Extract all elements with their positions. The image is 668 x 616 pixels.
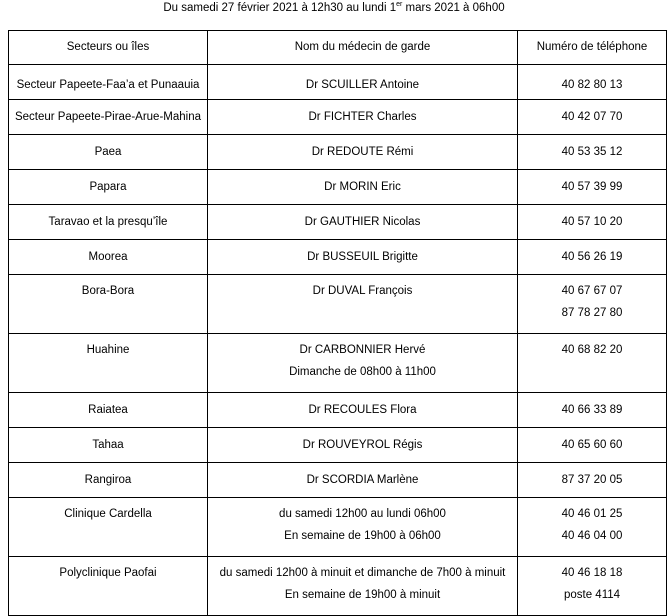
- table-row: [9, 205, 667, 240]
- doctor-schedule: Dimanche de 08h00 à 11h00: [289, 366, 436, 378]
- phone-number: 87 78 27 80: [561, 307, 623, 319]
- sector-cell: [9, 498, 208, 557]
- doctor-cell: [208, 205, 518, 240]
- doctor-cell: [208, 100, 518, 135]
- column-header-sector: Secteurs ou îles: [9, 31, 208, 65]
- sector-cell: [9, 135, 208, 170]
- phone-cell: [518, 100, 667, 135]
- phone-cell: [518, 65, 667, 100]
- sector-cell: [9, 240, 208, 275]
- phone-cell: [518, 393, 667, 428]
- sector-name: Secteur Papeete-Faa’a et Punaauia: [16, 79, 200, 91]
- phone-cell: [518, 275, 667, 334]
- doctor-name: Dr FICHTER Charles: [308, 111, 417, 123]
- phone-number: 40 46 18 18: [561, 567, 623, 579]
- sector-name: Paea: [94, 146, 122, 158]
- phone-number: 40 56 26 19: [561, 251, 623, 263]
- header-text-end: mars 2021 à 06h00: [402, 2, 505, 14]
- on-call-doctors-table: [8, 30, 667, 616]
- doctor-schedule: du samedi 12h00 au lundi 06h00: [279, 508, 446, 520]
- phone-cell: [518, 205, 667, 240]
- sector-name: Huahine: [86, 344, 130, 356]
- doctor-name: Dr DUVAL François: [312, 285, 413, 297]
- sector-cell: [9, 170, 208, 205]
- sector-name: Moorea: [88, 251, 128, 263]
- doctor-cell: [208, 65, 518, 100]
- doctor-name: Dr CARBONNIER Hervé: [299, 344, 426, 356]
- table-header-row: [9, 31, 667, 65]
- table-row: [9, 428, 667, 463]
- doctor-schedule: En semaine de 19h00 à 06h00: [284, 530, 441, 542]
- doctor-name: Dr GAUTHIER Nicolas: [304, 216, 421, 228]
- sector-cell: [9, 100, 208, 135]
- column-header-doctor: Nom du médecin de garde: [208, 31, 518, 65]
- sector-name: Secteur Papeete-Pirae-Arue-Mahina: [14, 111, 202, 123]
- sector-cell: [9, 275, 208, 334]
- table-row: [9, 240, 667, 275]
- sector-cell: [9, 205, 208, 240]
- doctor-cell: [208, 463, 518, 498]
- phone-number: 40 57 10 20: [561, 216, 623, 228]
- table-row: [9, 135, 667, 170]
- doctor-cell: [208, 275, 518, 334]
- header-superscript: er: [396, 1, 403, 9]
- phone-number: 40 82 80 13: [561, 79, 623, 91]
- phone-number: 40 57 39 99: [561, 181, 623, 193]
- phone-number: 40 65 60 60: [561, 439, 623, 451]
- doctor-cell: [208, 557, 518, 616]
- doctor-cell: [208, 135, 518, 170]
- phone-number: 40 67 67 07: [561, 285, 623, 297]
- phone-number: 40 68 82 20: [561, 344, 623, 356]
- table-row: [9, 170, 667, 205]
- table-row: [9, 334, 667, 393]
- phone-extension: poste 4114: [563, 589, 621, 601]
- phone-number: 40 53 35 12: [561, 146, 623, 158]
- phone-cell: [518, 463, 667, 498]
- sector-name: Polyclinique Paofai: [59, 567, 157, 579]
- column-header-phone: Numéro de téléphone: [518, 31, 667, 65]
- doctor-cell: [208, 498, 518, 557]
- sector-cell: [9, 65, 208, 100]
- phone-number: 40 42 07 70: [561, 111, 623, 123]
- sector-cell: [9, 463, 208, 498]
- phone-cell: [518, 135, 667, 170]
- doctor-name: Dr BUSSEUIL Brigitte: [307, 251, 418, 263]
- doctor-name: Dr REDOUTE Rémi: [311, 146, 414, 158]
- doctor-name: Dr SCUILLER Antoine: [305, 79, 420, 91]
- doctor-name: Dr MORIN Eric: [324, 181, 401, 193]
- phone-cell: [518, 498, 667, 557]
- doctor-cell: [208, 393, 518, 428]
- doctor-name: Dr ROUVEYROL Régis: [302, 439, 423, 451]
- table-row: [9, 65, 667, 100]
- table-row: [9, 557, 667, 616]
- doctor-name: Dr SCORDIA Marlène: [306, 474, 419, 486]
- doctor-schedule: En semaine de 19h00 à minuit: [284, 589, 441, 601]
- doctor-cell: [208, 240, 518, 275]
- phone-cell: [518, 557, 667, 616]
- sector-cell: [9, 334, 208, 393]
- sector-name: Tahaa: [92, 439, 124, 451]
- sector-name: Bora-Bora: [81, 285, 135, 297]
- phone-number: 40 66 33 89: [561, 404, 623, 416]
- sector-name: Taravao et la presqu’île: [48, 216, 168, 228]
- sector-name: Clinique Cardella: [64, 508, 152, 520]
- phone-number: 40 46 01 25: [561, 508, 623, 520]
- table-row: [9, 393, 667, 428]
- table-row: [9, 275, 667, 334]
- sector-cell: [9, 428, 208, 463]
- doctor-name: Dr RECOULES Flora: [308, 404, 417, 416]
- phone-number: 40 46 04 00: [561, 530, 623, 542]
- doctor-cell: [208, 170, 518, 205]
- table-row: [9, 498, 667, 557]
- doctor-cell: [208, 334, 518, 393]
- table-row: [9, 463, 667, 498]
- phone-number: 87 37 20 05: [561, 474, 623, 486]
- phone-cell: [518, 334, 667, 393]
- doctor-cell: [208, 428, 518, 463]
- schedule-period-header: [0, 0, 668, 22]
- table-row: [9, 100, 667, 135]
- sector-name: Raiatea: [88, 404, 128, 416]
- doctor-schedule: du samedi 12h00 à minuit et dimanche de 7h00 à minuit: [219, 567, 506, 579]
- phone-cell: [518, 170, 667, 205]
- sector-cell: [9, 557, 208, 616]
- phone-cell: [518, 428, 667, 463]
- sector-name: Papara: [89, 181, 127, 193]
- phone-cell: [518, 240, 667, 275]
- header-text-start: Du samedi 27 février 2021 à 12h30 au lundi 1: [163, 2, 397, 14]
- sector-cell: [9, 393, 208, 428]
- sector-name: Rangiroa: [84, 474, 132, 486]
